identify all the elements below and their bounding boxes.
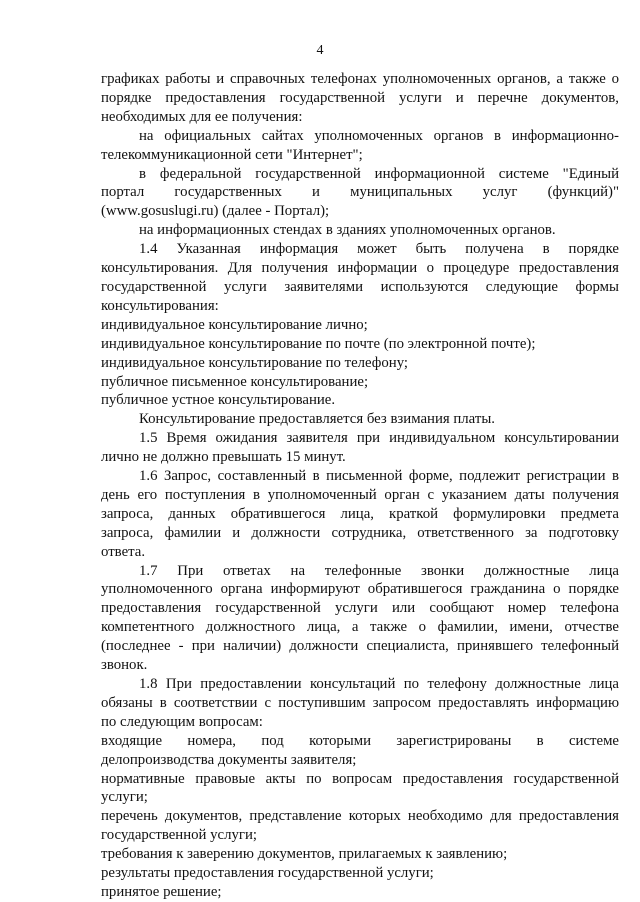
text-line: компетентного должностного лица, а также о фамилии, имени, отчестве [101,619,619,636]
text-line: в федеральной государственной информационной системе "Единый [139,165,619,182]
text-line: публичное устное консультирование. [101,392,336,409]
text-line: индивидуальное консультирование по почте (по электронной почте); [101,335,536,352]
text-line: входящие номера, под которыми зарегистрированы в системе [101,732,619,749]
text-line: день его поступления в уполномоченный орган с указанием даты получения [101,486,619,503]
text-line: индивидуальное консультирование лично; [101,316,368,333]
text-line: нормативные правовые акты по вопросам предоставления государственной [101,770,619,787]
text-line: на официальных сайтах уполномоченных органов в информационно- [139,127,619,144]
text-line: 1.8 При предоставлении консультаций по телефону должностные лица [139,676,619,692]
text-line: 1.6 Запрос, составленный в письменной форме, подлежит регистрации в [139,468,619,485]
text-line: делопроизводства документы заявителя; [101,751,357,768]
text-line: требования к заверению документов, прилагаемых к заявлению; [101,846,508,863]
text-line: (последнее - при наличии) должности специалиста, принявшего телефонный [101,638,619,655]
text-line: порядке предоставления государственной услуги и перечне документов, [101,89,619,106]
text-line: на информационных стендах в зданиях уполномоченных органов. [139,222,556,239]
text-line: услуги; [101,789,148,806]
text-line: по следующим вопросам: [101,713,263,730]
text-line: 1.5 Время ожидания заявителя при индивидуальном консультировании [139,430,619,447]
text-line: необходимых для ее получения: [101,108,303,125]
text-line: принятое решение; [101,883,222,900]
text-line: звонок. [101,657,148,674]
text-line: обязаны в соответствии с поступившим запросом предоставлять информацию [101,694,619,711]
text-line: уполномоченного органа информируют обратившегося гражданина о порядке [101,581,619,598]
page-number: 4 [316,43,324,58]
text-line: графиках работы и справочных телефонах уполномоченных органов, а также о [101,71,619,87]
text-line: консультирования: [101,297,219,314]
text-line: 1.4 Указанная информация может быть получена в порядке [139,241,619,258]
text-line: государственной услуги заявителями используются следующие формы [101,278,619,295]
text-line: результаты предоставления государственной услуги; [101,865,434,882]
text-line: запроса, фамилии и должности сотрудника, ответственного за подготовку [101,524,619,541]
document-body [101,70,619,902]
text-line: телекоммуникационной сети "Интернет"; [101,146,363,163]
text-line: государственной услуги; [101,827,258,844]
text-line: лично не должно превышать 15 минут. [101,449,346,466]
text-line: перечень документов, представление которых необходимо для предоставления [101,808,619,825]
text-line: Консультирование предоставляется без взимания платы. [139,411,495,428]
text-line: ответа. [101,543,146,560]
text-line: предоставления государственной услуги или сообщают номер телефона [101,600,619,617]
text-line: консультирования. Для получения информации о процедуре предоставления [101,260,619,277]
text-line: публичное письменное консультирование; [101,373,369,390]
text-line: 1.7 При ответах на телефонные звонки должностные лица [139,562,619,579]
text-line: портал государственных и муниципальных услуг (функций)" [101,184,619,201]
text-line: запроса, данных обратившегося лица, краткой формулировки предмета [101,505,619,522]
text-line: (www.gosuslugi.ru) (далее - Портал); [101,203,330,220]
text-line: индивидуальное консультирование по телефону; [101,354,409,371]
